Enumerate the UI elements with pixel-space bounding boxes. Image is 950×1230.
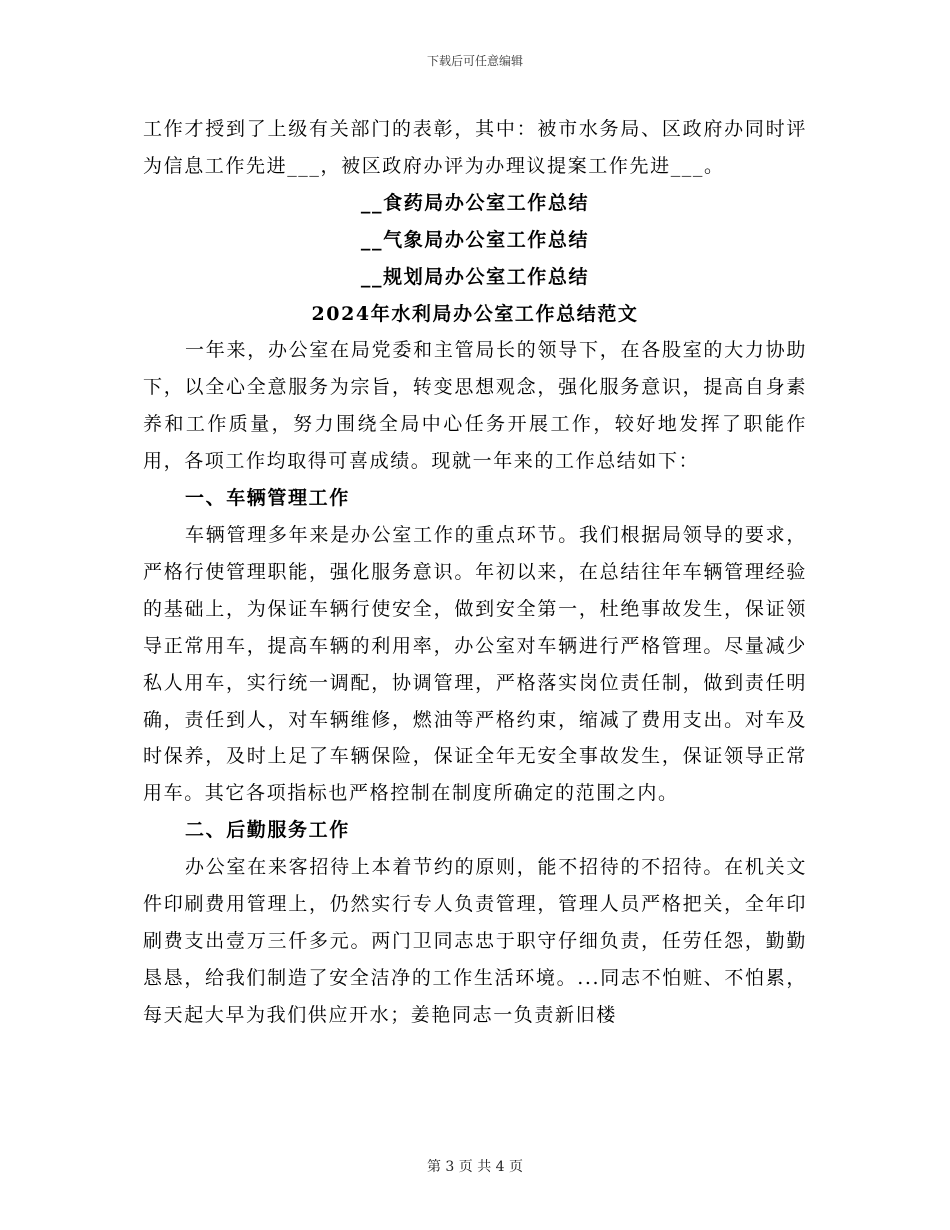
document-body <box>143 111 807 1034</box>
opening-paragraph: 一年来，办公室在局党委和主管局长的领导下，在各股室的大力协助下，以全心全意服务为宗旨，转变思想观念，强化服务意识，提高自身素养和工作质量，努力围绕全局中心任务开展工作，较好地发挥了职能作用，各项工作均取得可喜成绩。现就一年来的工作总结如下： <box>143 339 807 473</box>
related-title-2: __气象局办公室工作总结 <box>360 228 590 251</box>
section-2-paragraph: 办公室在来客招待上本着节约的原则，能不招待的不招待。在机关文件印刷费用管理上，仍然实行专人负责管理，管理人员严格把关，全年印刷费支出壹万三仟多元。两门卫同志忠于职守仔细负责，任劳任怨，勤勤恳恳，给我们制造了安全洁净的工作生活环境。...同志不怕赃、不怕累，每天起大早为我们供应开水；姜艳同志一负责新旧楼 <box>143 856 807 1026</box>
section-1-heading: 一、车辆管理工作 <box>185 487 350 510</box>
related-title-1: __食药局办公室工作总结 <box>360 191 590 214</box>
main-title: 2024年水利局办公室工作总结范文 <box>311 302 639 325</box>
intro-paragraph: 工作才授到了上级有关部门的表彰，其中：被市水务局、区政府办同时评为信息工作先进___，被区政府办评为办理议提案工作先进___。 <box>143 118 807 177</box>
section-1-paragraph: 车辆管理多年来是办公室工作的重点环节。我们根据局领导的要求，严格行使管理职能，强化服务意识。年初以来，在总结往年车辆管理经验的基础上，为保证车辆行使安全，做到安全第一，杜绝事故发生，保证领导正常用车，提高车辆的利用率，办公室对车辆进行严格管理。尽量减少私人用车，实行统一调配，协调管理，严格落实岗位责任制，做到责任明确，责任到人，对车辆维修，燃油等严格约束，缩减了费用支出。对车及时保养，及时上足了车辆保险，保证全年无安全事故发生，保证领导正常用车。其它各项指标也严格控制在制度所确定的范围之内。 <box>143 523 807 805</box>
page-footer: 第 3 页 共 4 页 <box>426 1159 524 1175</box>
page-header: 下载后可任意编辑 <box>426 54 523 68</box>
related-title-3: __规划局办公室工作总结 <box>360 265 590 288</box>
section-2-heading: 二、后勤服务工作 <box>185 819 350 842</box>
